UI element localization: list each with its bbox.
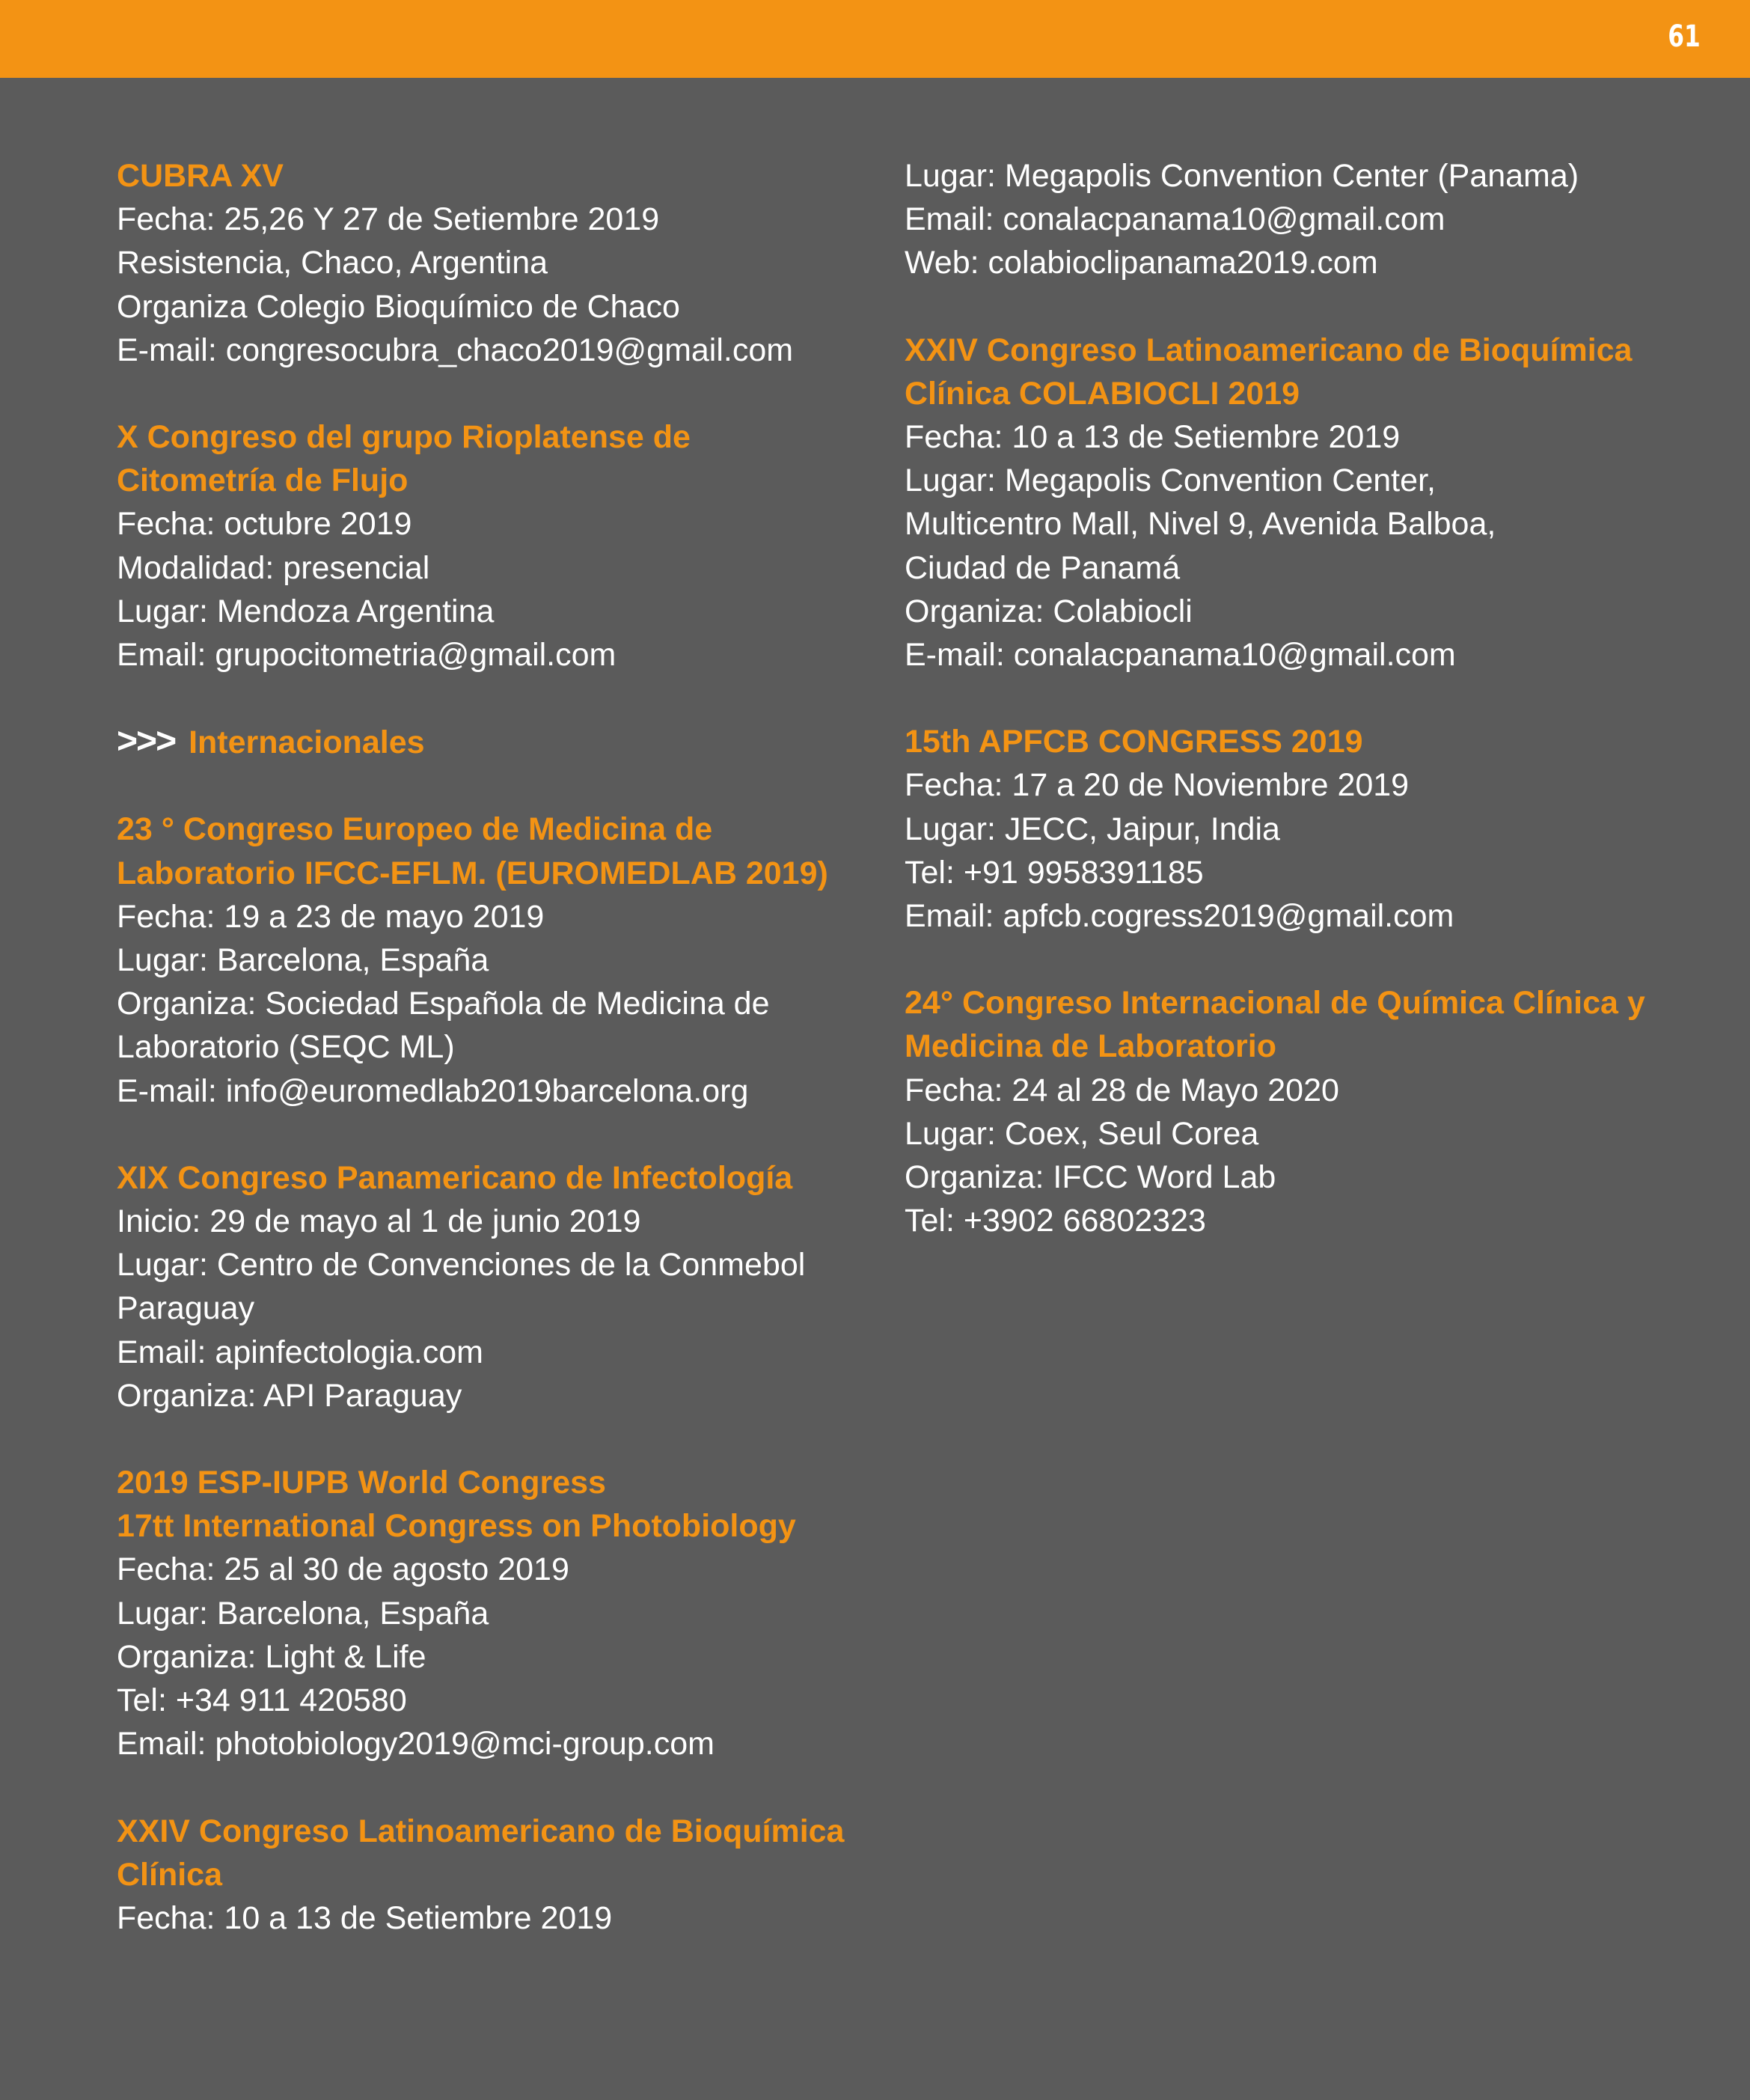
event-title: XIX Congreso Panamericano de Infectología — [117, 1159, 793, 1196]
event-web: Web: colabioclipanama2019.com — [905, 245, 1378, 281]
page-number: 61 — [1668, 19, 1701, 54]
event-title: XXIV Congreso Latinoamericano de Bioquímica — [905, 332, 1633, 368]
event-modality: Modalidad: presencial — [117, 549, 430, 586]
event-bioquimica-clinica — [117, 1810, 865, 1941]
event-title: 2019 ESP-IUPB World Congress — [117, 1465, 606, 1501]
event-date: Fecha: 24 al 28 de Mayo 2020 — [905, 1072, 1339, 1108]
event-email: E-mail: conalacpanama10@gmail.com — [905, 637, 1456, 674]
event-title: 17tt International Congress on Photobiology — [117, 1508, 796, 1545]
event-email: Email: apinfectologia.com — [117, 1334, 483, 1370]
event-phone: Tel: +91 9958391185 — [905, 854, 1204, 891]
event-date: Fecha: 25,26 Y 27 de Setiembre 2019 — [117, 201, 660, 238]
event-title: Citometría de Flujo — [117, 463, 409, 499]
event-title: Laboratorio IFCC-EFLM. (EUROMEDLAB 2019) — [117, 855, 828, 891]
event-title: 15th APFCB CONGRESS 2019 — [905, 724, 1363, 760]
event-organizer: Organiza: Sociedad Española de Medicina de — [117, 986, 770, 1022]
event-location: Lugar: Coex, Seul Corea — [905, 1115, 1259, 1152]
event-organizer: Laboratorio (SEQC ML) — [117, 1029, 455, 1066]
event-title: X Congreso del grupo Rioplatense de — [117, 419, 691, 456]
event-location: Multicentro Mall, Nivel 9, Avenida Balboa, — [905, 506, 1496, 543]
event-date: Fecha: 17 a 20 de Noviembre 2019 — [905, 767, 1410, 804]
event-bioquimica-clinica-continued — [905, 154, 1713, 285]
event-date: Fecha: 10 a 13 de Setiembre 2019 — [117, 1899, 613, 1936]
event-email: Email: grupocitometria@gmail.com — [117, 637, 617, 674]
event-location: Paraguay — [117, 1290, 255, 1327]
event-phone: Tel: +3902 66802323 — [905, 1203, 1206, 1239]
event-date: Inicio: 29 de mayo al 1 de junio 2019 — [117, 1203, 641, 1240]
section-heading-internacionales — [117, 720, 865, 764]
event-organizer: Organiza: Light & Life — [117, 1638, 426, 1675]
event-title: 23 ° Congreso Europeo de Medicina de — [117, 811, 713, 848]
triple-chevron-icon: >>> — [117, 721, 176, 762]
event-title: CUBRA XV — [117, 158, 284, 194]
event-euromedlab — [117, 808, 865, 1112]
event-email: Email: conalacpanama10@gmail.com — [905, 201, 1445, 238]
event-apfcb — [905, 720, 1713, 938]
event-date: Fecha: 10 a 13 de Setiembre 2019 — [905, 419, 1401, 456]
event-email: E-mail: congresocubra_chaco2019@gmail.com — [117, 332, 794, 368]
event-location: Lugar: Mendoza Argentina — [117, 593, 495, 629]
event-email: Email: photobiology2019@mci-group.com — [117, 1726, 715, 1762]
event-organizer: Organiza Colegio Bioquímico de Chaco — [117, 288, 680, 325]
event-organizer: Organiza: API Paraguay — [117, 1377, 462, 1414]
event-title: 24° Congreso Internacional de Química Clínica y — [905, 985, 1645, 1022]
event-date: Fecha: 19 a 23 de mayo 2019 — [117, 898, 545, 935]
event-phone: Tel: +34 911 420580 — [117, 1682, 407, 1719]
event-location: Lugar: Barcelona, España — [117, 942, 489, 979]
event-location: Lugar: JECC, Jaipur, India — [905, 811, 1280, 847]
event-citometria — [117, 415, 865, 677]
event-colabiocli — [905, 329, 1713, 677]
event-title: Clínica — [117, 1856, 222, 1893]
event-quimica-clinica — [905, 981, 1713, 1242]
event-title: XXIV Congreso Latinoamericano de Bioquímica — [117, 1813, 845, 1849]
event-organizer: Organiza: IFCC Word Lab — [905, 1159, 1276, 1196]
event-title: Medicina de Laboratorio — [905, 1028, 1276, 1065]
event-infectologia — [117, 1156, 865, 1417]
event-location: Lugar: Barcelona, España — [117, 1595, 489, 1632]
event-cubra-xv — [117, 154, 865, 372]
event-date: Fecha: 25 al 30 de agosto 2019 — [117, 1551, 569, 1588]
event-email: E-mail: info@euromedlab2019barcelona.org — [117, 1072, 749, 1109]
header-bar — [0, 0, 1750, 78]
event-location: Lugar: Centro de Convenciones de la Conmebol — [117, 1247, 806, 1283]
event-organizer: Organiza: Colabiocli — [905, 593, 1193, 629]
section-label: Internacionales — [189, 724, 425, 761]
event-photobiology — [117, 1461, 865, 1765]
event-email: Email: apfcb.cogress2019@gmail.com — [905, 898, 1454, 935]
event-location: Lugar: Megapolis Convention Center (Panama) — [905, 158, 1579, 194]
event-location: Lugar: Megapolis Convention Center, — [905, 463, 1436, 499]
event-location: Resistencia, Chaco, Argentina — [117, 245, 548, 281]
left-column — [117, 154, 865, 1983]
right-column — [905, 154, 1713, 1286]
event-title: Clínica COLABIOCLI 2019 — [905, 375, 1300, 412]
event-location: Ciudad de Panamá — [905, 549, 1181, 586]
event-date: Fecha: octubre 2019 — [117, 506, 412, 543]
